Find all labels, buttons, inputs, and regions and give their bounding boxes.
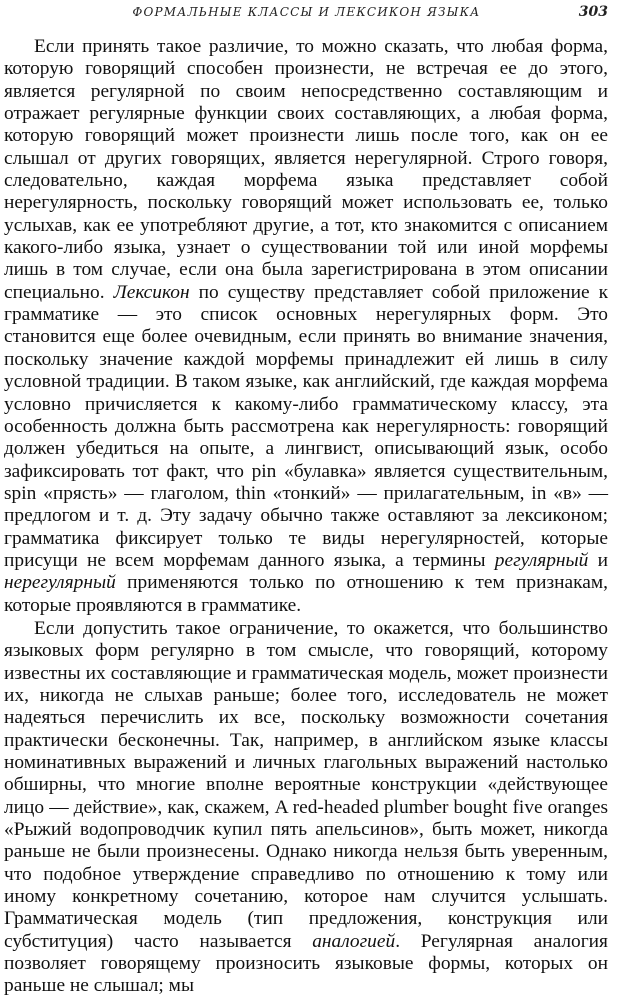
text-run: Если принять такое различие, то можно сказать, что любая форма, которую говорящий способен произнести, не встречая ее до этого, является регулярной по своим непосредственно составляющим и отражает регулярные функции своих составляющих, а любая форма, которую говорящий может произнести лишь после того, как он ее слышал от других говорящих, является нерегулярной. Строго говоря, следовательно, каждая морфема языка представляет собой нерегулярность, поскольку говорящий может использовать ее, только услыхав, как ее употребляют другие, а тот, кто знакомится с описанием какого-либо языка, узнает о существовании той или иной морфемы лишь в том случае, если она была зарегистрирована в этом описании специально. [4, 36, 608, 303]
paragraph [4, 618, 608, 998]
text-run: и [588, 549, 608, 571]
running-head [4, 4, 608, 30]
italic-term: регулярный [494, 549, 589, 571]
italic-term: Лексикон [113, 281, 190, 303]
italic-term: аналогией [312, 930, 396, 952]
text-run: . Регулярная аналогия позволяет говорящему произносить языковые формы, которых он раньше не слышал; мы [4, 930, 608, 997]
text-run: Если допустить такое ограничение, то окажется, что большинство языковых форм регулярно в том смысле, что говорящий, которому известны их составляющие и грамматическая модель, может произнести их, никогда не слыхав раньше; более того, исследователь не может надеяться перечислить их все, поскольку возможности сочетания практически бесконечны. Так, например, в английском языке классы номинативных выражений и личных глагольных выражений настолько обширны, что многие вполне вероятные конструкции «действующее лицо — действие», как, скажем, A red-headed plumber bought five oranges «Рыжий водопроводчик купил пять апельсинов», быть может, никогда раньше не были произнесены. Однако никогда нельзя быть уверенным, что подобное утверждение справедливо по отношению к тому или иному конкретному сочетанию, которое нам случится услышать. Грамматическая модель (тип предложения, конструкция или субституция) часто называется [4, 617, 608, 952]
page-number: 303 [578, 4, 608, 20]
body-text [4, 36, 608, 998]
italic-term: нерегулярный [4, 572, 116, 594]
text-run: применяются только по отношению к тем признакам, которые проявляются в грамматике. [4, 572, 608, 616]
paragraph [4, 36, 608, 617]
running-title: ФОРМАЛЬНЫЕ КЛАССЫ И ЛЕКСИКОН ЯЗЫКА [132, 5, 481, 19]
text-run: по существу представляет собой приложение к грамматике — это список основных нерегулярных форм. Это становится еще более очевидным, если принять во внимание значения, поскольку значение каждой морфемы принадлежит ей лишь в силу условной традиции. В таком языке, как английский, где каждая морфема условно причисляется к какому-либо грамматическому классу, эта особенность должна быть рассмотрена как нерегулярность: говорящий должен убедиться на опыте, а лингвист, описывающий язык, особо зафиксировать тот факт, что pin «булавка» является существительным, spin «прясть» — глаголом, thin «тонкий» — прилагательным, in «в» — предлогом и т. д. Эту задачу обычно также оставляют за лексиконом; грамматика фиксирует только те виды нерегулярностей, которые присущи не всем морфемам данного языка, а термины [4, 281, 608, 571]
